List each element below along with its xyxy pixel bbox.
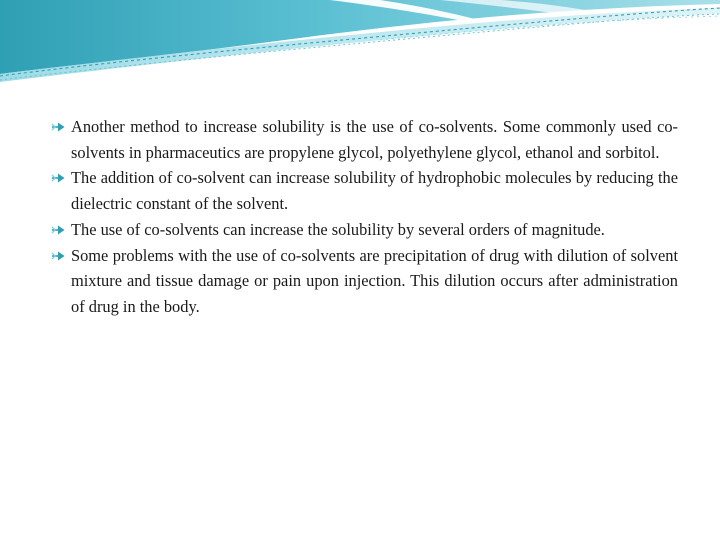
bullet-list [52,114,678,320]
content-area [52,114,678,320]
bullet-item [52,243,678,320]
bullet-text: Another method to increase solubility is the use of co-solvents. Some commonly used co-solvents in pharmaceutics are propylene glycol, polyethylene glycol, ethanol and sorbitol. [71,117,678,162]
bullet-text: Some problems with the use of co-solvents are precipitation of drug with dilution of solvent mixture and tissue damage or pain upon injection. This dilution occurs after administration of drug in the body. [71,245,678,316]
bullet-text: The addition of co-solvent can increase solubility of hydrophobic molecules by reducing the dielectric constant of the solvent. [71,168,678,214]
bullet-arrow-icon [51,114,69,140]
bullet-item [52,217,678,243]
bullet-item [52,165,678,216]
bullet-arrow-icon [51,217,69,243]
bullet-item [52,114,678,165]
bullet-text: The use of co-solvents can increase the solubility by several orders of magnitude. [71,219,605,239]
bullet-arrow-icon [51,243,69,269]
bullet-arrow-icon [51,165,69,191]
header-wave-decoration [0,0,720,100]
